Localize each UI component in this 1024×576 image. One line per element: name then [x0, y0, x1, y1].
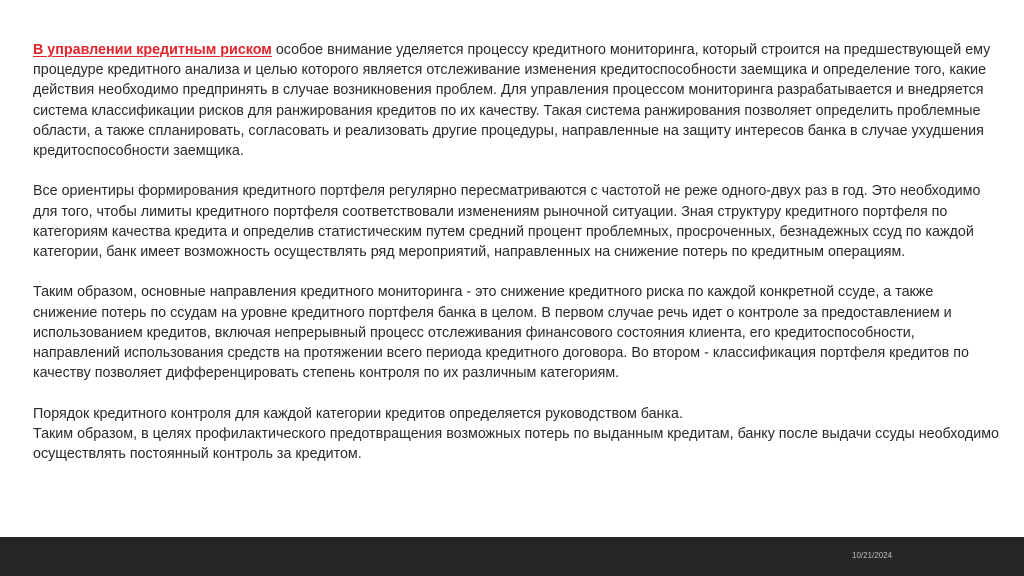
footer-bar: [0, 537, 1024, 576]
slide-body: [33, 40, 1001, 464]
paragraph-control-order: Порядок кредитного контроля для каждой категории кредитов определяется руководством банка.: [33, 405, 683, 422]
paragraph-1-text: особое внимание уделяется процессу кредитного мониторинга, который строится на предшествующей ему процедуре кредитного анализа и целью которого является отслеживание изменения кредитоспособности заемщика и определение того, какие действия необходимо предпринять в случае возникновения проблем. Для управления процессом мониторинга разрабатывается и внедряется система классификации рисков для ранжирования кредитов по их качеству. Такая система ранжирования позволяет определить проблемные области, а также спланировать, согласовать и реализовать другие процедуры, направленные на защиту интересов банка в случае ухудшения кредитоспособности заемщика.: [33, 42, 991, 160]
footer-date: 10/21/2024: [852, 551, 893, 560]
paragraph-portfolio-review: Все ориентиры формирования кредитного портфеля регулярно пересматриваются с частотой не реже одного-двух раз в год. Это необходимо для того, чтобы лимиты кредитного портфеля соответствовали изменениям рыночной ситуации. Зная структуру кредитного портфеля по категориям качества кредита и определив статистическим путем средний процент проблемных, просроченных, безнадежных ссуд по каждой категории, банк имеет возможность осуществлять ряд мероприятий, направленных на снижение потерь по кредитным операциям.: [33, 183, 981, 261]
highlighted-link-credit-risk[interactable]: В управлении кредитным риском: [33, 42, 272, 58]
paragraph-conclusion: Таким образом, в целях профилактического предотвращения возможных потерь по выданным кредитам, банку после выдачи ссуды необходимо осуществлять постоянный контроль за кредитом.: [33, 425, 999, 463]
paragraph-credit-monitoring: [33, 40, 1001, 161]
paragraph-monitoring-directions: Таким образом, основные направления кредитного мониторинга - это снижение кредитного риска по каждой конкретной ссуде, а также снижение потерь по ссудам на уровне кредитного портфеля банка в целом. В первом случае речь идет о контроле за предоставлением и использованием кредитов, включая непрерывный процесс отслеживания финансового состояния клиента, его кредитоспособности, направлений использования средств на протяжении всего периода кредитного договора. Во втором - классификация портфеля кредитов по качеству позволяет дифференцировать степень контроля по их различным категориям.: [33, 284, 969, 382]
